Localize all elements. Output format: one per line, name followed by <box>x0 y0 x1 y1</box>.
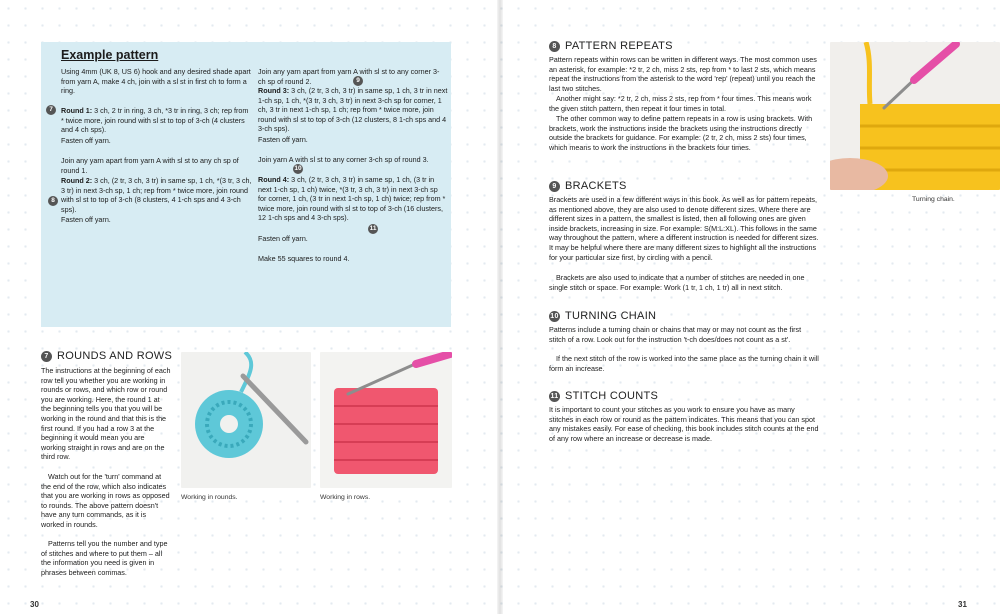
round-2-body: 3 ch, (2 tr, 3 ch, 3 tr) in same sp, 1 ch, *(3 tr, 3 ch, 3 tr) in next 3-ch sp, 1 ch; rep from * twice more, join round with sl st to top of 3-ch (8 clusters, 4 1-ch sps and 4 3-ch sps). <box>61 176 252 214</box>
rounds-rows-p1: The instructions at the beginning of each row tell you whether you are working in rounds or rows, and which row or round you are working. Here, the round 1 at the beginning tells you that you will be working in the round and that this is the first round. If you had a row 3 at the beginning it would mean you are working straight in rows and are on the third row. <box>41 366 171 462</box>
rounds-caption: Working in rounds. <box>181 494 238 501</box>
badge-round-4b: 11 <box>369 225 377 232</box>
round-3-text <box>258 86 448 134</box>
turning-p2: If the next stitch of the row is worked into the same place as the turning chain it will form an increase. <box>549 354 819 373</box>
rounds-rows-p3: Patterns tell you the number and type of stitches and where to put them – all the information you need is given in phrases between commas. <box>41 539 168 577</box>
badge-7: 7 <box>41 351 52 362</box>
round-4-label: Round 4: <box>258 175 290 184</box>
repeats-p2: Another might say: *2 tr, 2 ch, miss 2 sts, rep from * four times. This means work the given stitch pattern, then repeat it four times in total. <box>549 94 812 113</box>
round-4-text <box>258 175 448 223</box>
round-1-body: 3 ch, 2 tr in ring, 3 ch, *3 tr in ring, 3 ch; rep from * twice more, join round with sl st to top of 3-ch (4 clusters and 4 ch sps). <box>61 106 249 135</box>
join-round-3: Join any yarn apart from yarn A with sl st to any corner 3-ch sp of round 2. <box>258 67 440 86</box>
turning-chain-heading <box>549 310 656 322</box>
badge-round-1: 7 <box>46 105 56 115</box>
pattern-repeats-title: PATTERN REPEATS <box>565 40 673 52</box>
counts-p1: It is important to count your stitches as you work to ensure you have as many stitches in each row or round as the pattern indicates. This means that you can spot any mistakes easily. For ease of checking, this book includes stitch counts at the end of any row where an increase or decrease is made. <box>549 405 819 443</box>
yellow-chain-illustration <box>830 42 1000 190</box>
rows-photo <box>320 352 452 488</box>
badge-8: 8 <box>549 41 560 52</box>
stitch-counts-heading <box>549 390 658 402</box>
turning-chain-title: TURNING CHAIN <box>565 310 657 322</box>
hook-handle <box>914 44 956 80</box>
rounds-rows-heading <box>41 350 172 362</box>
brackets-title: BRACKETS <box>565 180 627 192</box>
pink-hook-handle <box>416 354 450 364</box>
brackets-p1: Brackets are used in a few different ways in this book. As well as for pattern repeats, as mentioned above, they are also used to denote different sizes. Where there are different sizes in a pattern, the smallest is listed, then all following ones are given inside brackets, increasing in size. For example: S(M:L:XL). This follows in the same way throughout the pattern, where a different instruction is needed for different sizes. It may be helpful where there are many different sizes to highlight all the instructions for your particular size first, by circling with a pencil. <box>549 195 819 262</box>
round-3-body: 3 ch, (2 tr, 3 ch, 3 tr) in same sp, 1 ch, 3 tr in next 1-ch sp, 1 ch, *(3 tr, 3 ch, 3 tr) in next 3-ch sp for corner, 1 ch, 3 tr in next 1-ch sp, 1 ch; rep from * twice more, join round with sl st to top of 3-ch (12 clusters, 8 1-ch sps and 4 3-ch sps). <box>258 86 448 134</box>
repeats-p1: Pattern repeats within rows can be written in different ways. The most common uses an asterisk, for example: *2 tr, 2 ch, miss 2 sts, rep from * to last 2 sts, which means repeat the instructions from the asterisk to the word 'rep' (repeat) until you reach the last two stitches. <box>549 55 817 93</box>
turning-caption: Turning chain. <box>912 196 955 203</box>
aqua-circle-illustration <box>181 352 311 488</box>
turning-p1: Patterns include a turning chain or chains that may or may not count as the first stitch of a row. Look out for the instruction 't-ch does/does not count as a st'. <box>549 325 802 344</box>
round-2-fasten: Fasten off yarn. <box>61 215 111 224</box>
round-2-text <box>61 176 253 214</box>
round-3-fasten: Fasten off yarn. <box>258 135 308 144</box>
rounds-rows-p2: Watch out for the 'turn' command at the end of the row, which also indicates that you are working in rows as opposed to rounds. The above pattern doesn't have any turn commands, as it is worked in rounds. <box>41 472 170 529</box>
pattern-repeats-heading <box>549 40 673 52</box>
make-squares: Make 55 squares to round 4. <box>258 254 350 263</box>
badge-round-2: 8 <box>48 196 58 206</box>
brackets-p2: Brackets are also used to indicate that a number of stitches are needed in one single stitch or space. For example: Work (1 tr, 1 ch, 1 tr) all in next stitch. <box>549 273 805 292</box>
rows-caption: Working in rows. <box>320 494 371 501</box>
badge-round-3: 9 <box>353 76 363 86</box>
round-1-text <box>61 106 253 135</box>
turning-chain-photo <box>830 42 1000 190</box>
rounds-photo <box>181 352 311 488</box>
round-2-label: Round 2: <box>61 176 93 185</box>
pink-yarn-swatch <box>334 388 438 474</box>
stitch-counts-title: STITCH COUNTS <box>565 390 659 402</box>
badge-round-4: 10 <box>294 165 302 172</box>
page-number-right: 31 <box>958 600 967 609</box>
join-round-4: Join yarn A with sl st to any corner 3-ch sp of round 3. <box>258 155 429 164</box>
round-1-fasten: Fasten off yarn. <box>61 136 111 145</box>
join-round-2: Join any yarn apart from yarn A with sl st to any ch sp of round 1. <box>61 156 239 175</box>
page-number-left: 30 <box>30 600 39 609</box>
round-1-label: Round 1: <box>61 106 93 115</box>
round-3-label: Round 3: <box>258 86 290 95</box>
example-title: Example pattern <box>61 48 159 62</box>
brackets-heading <box>549 180 627 192</box>
badge-11: 11 <box>550 392 559 400</box>
badge-9: 9 <box>549 181 560 192</box>
pink-rows-illustration <box>320 352 452 488</box>
rounds-rows-title: ROUNDS AND ROWS <box>57 350 173 362</box>
book-gutter <box>497 0 503 614</box>
yellow-turning-chain <box>866 42 870 104</box>
example-intro: Using 4mm (UK 8, US 6) hook and any desired shade apart from yarn A, make 4 ch, join with a sl st in first ch to form a ring. <box>61 67 251 96</box>
repeats-p3: The other common way to define pattern repeats in a row is using brackets. With brackets, work the instructions inside the brackets using the instructions directly outside the brackets for guidance. For example: (2 tr, 2 ch, miss 2 sts) four times, which means to work the instructions in the brackets four times. <box>549 114 813 152</box>
badge-10: 10 <box>550 312 559 320</box>
center-ring <box>220 415 238 433</box>
round-4-fasten: Fasten off yarn. <box>258 234 308 243</box>
round-4-body: 3 ch, (2 tr, 3 ch, 3 tr) in same sp, 1 ch, (3 tr in next 1-ch sp, 1 ch) twice, *(3 tr, 3 ch, 3 tr) in next 3-ch sp for corner, 1 ch, (3 tr in next 1-ch sp, 1 ch) twice; rep from * twice more, join round with sl st to top of 3-ch (16 clusters, 12 1-ch sps and 4 3-ch sps). <box>258 175 446 223</box>
